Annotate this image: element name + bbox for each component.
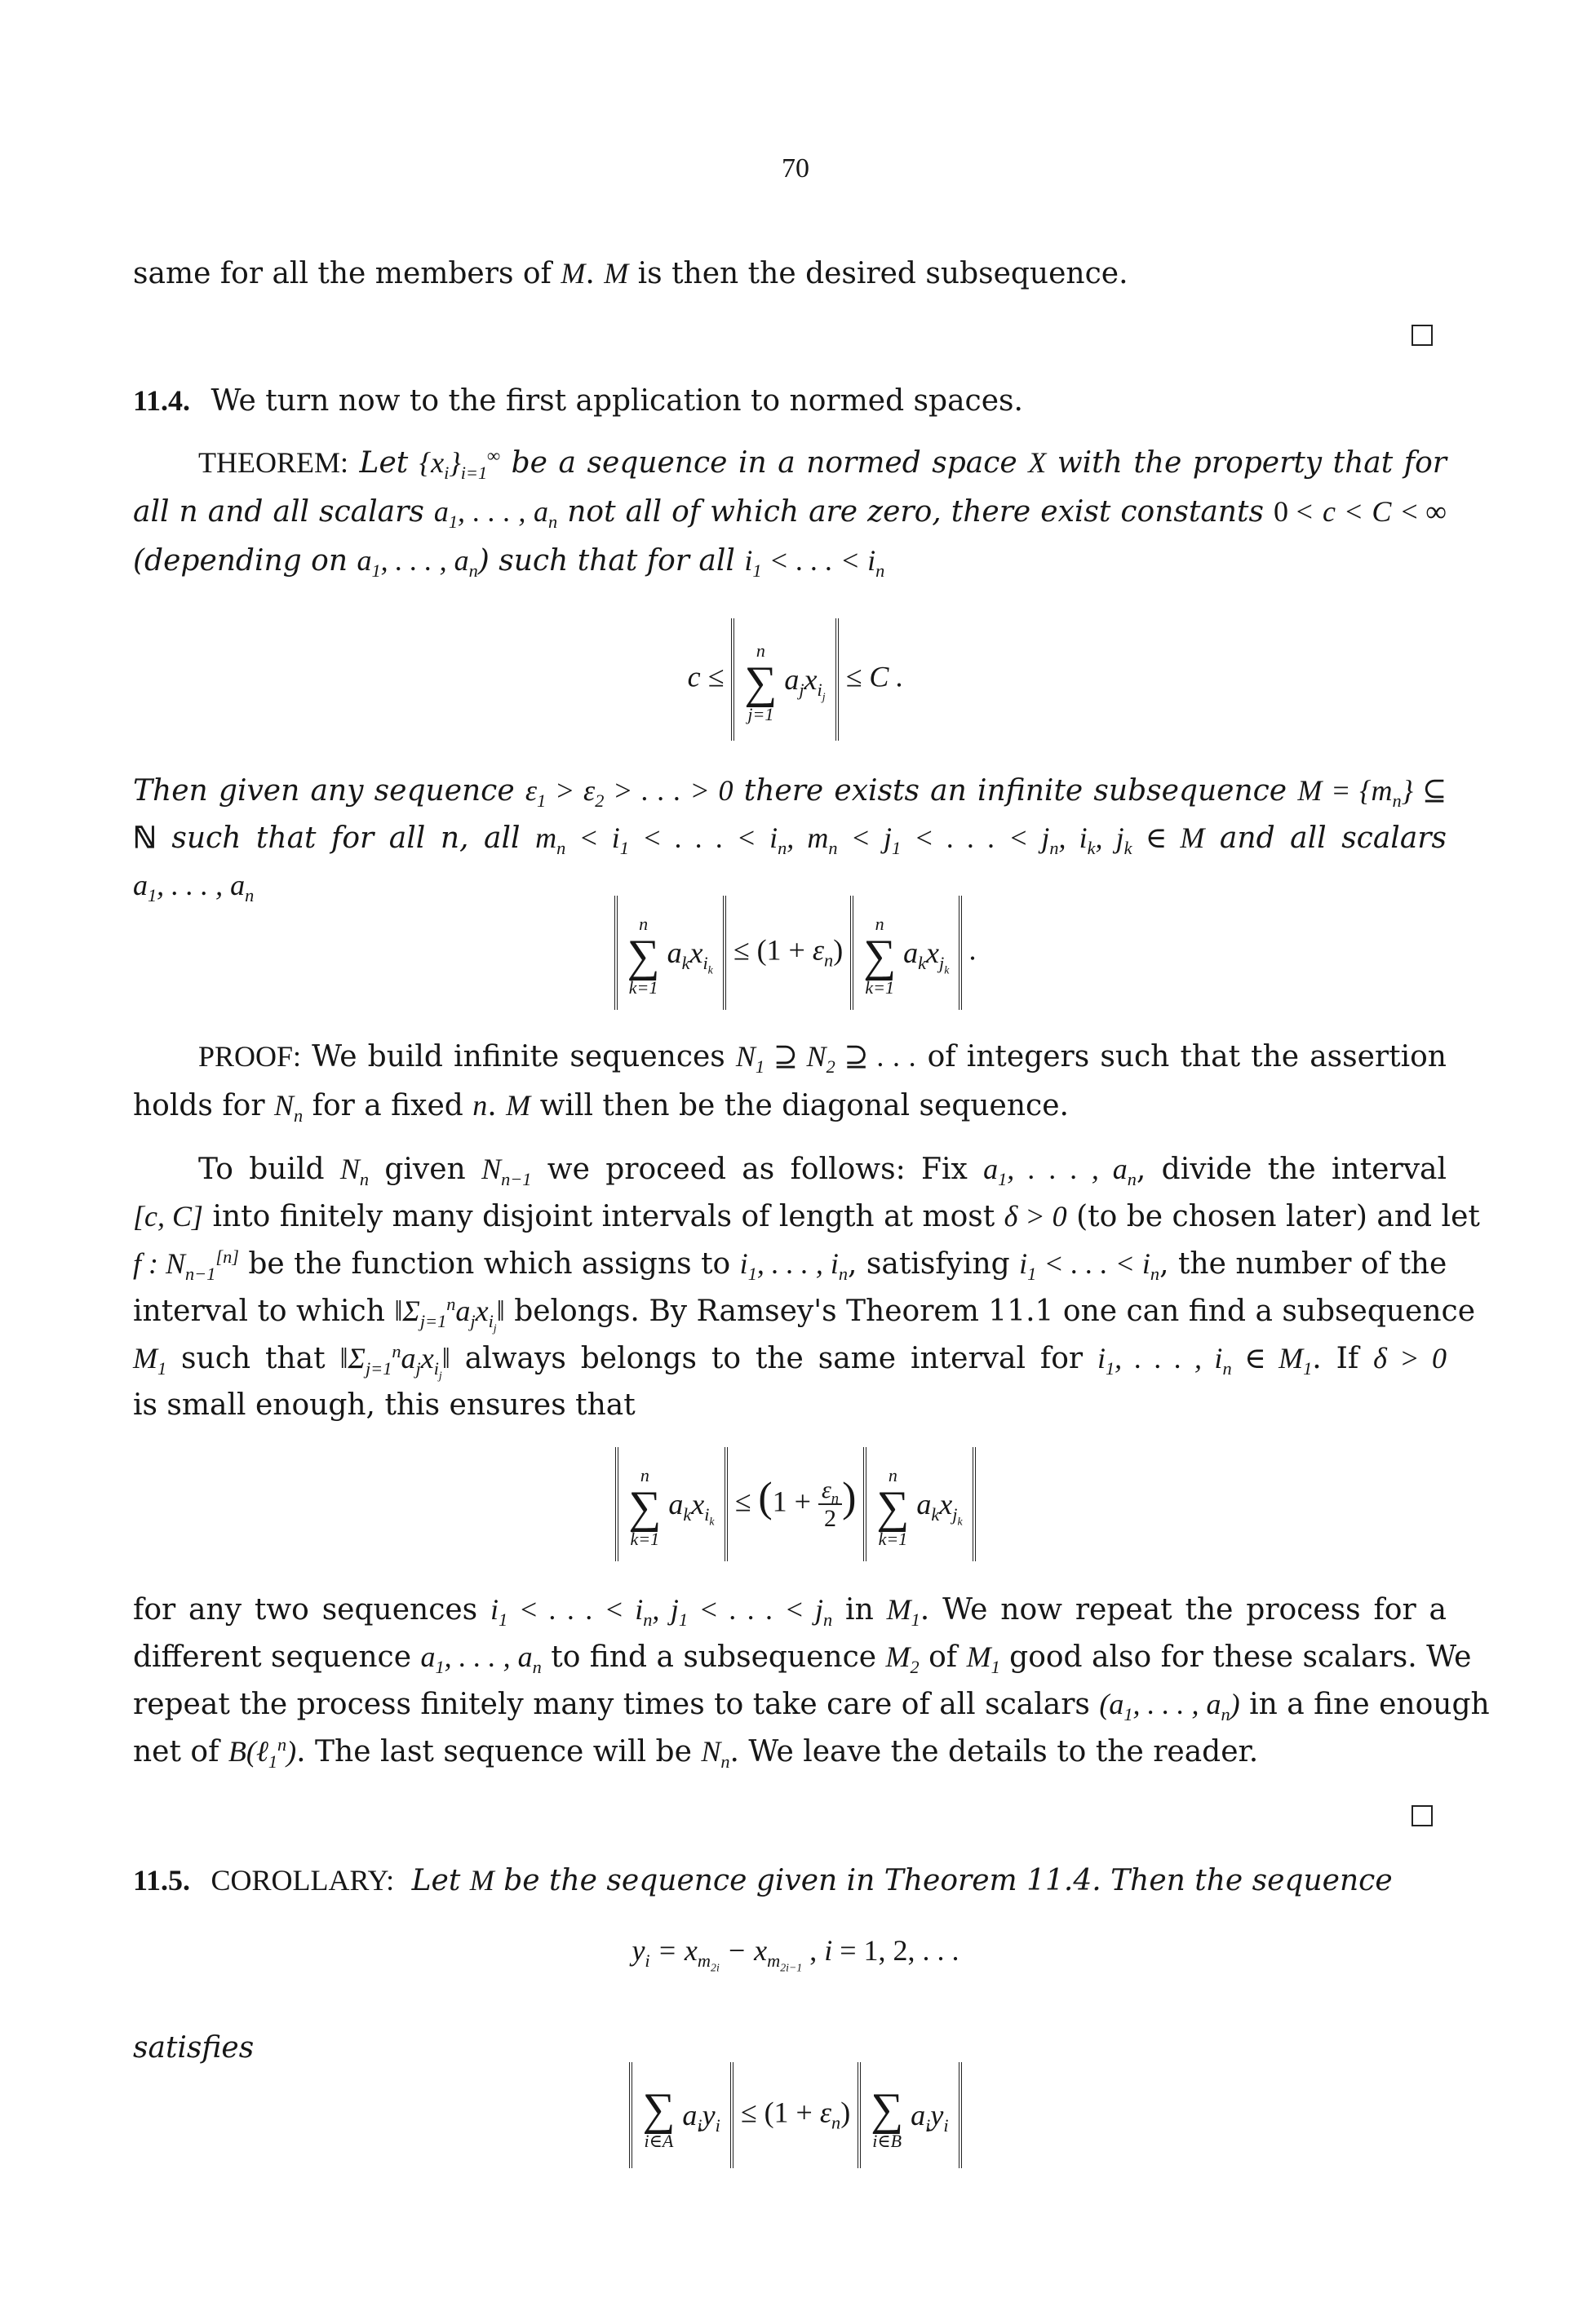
corollary-label: COROLLARY: xyxy=(211,1864,395,1897)
equation-1: c ≤ n ∑ j=1 $a_jx_{i_j} \le C$ . xyxy=(0,618,1591,741)
qed-symbol xyxy=(1412,325,1433,346)
build-line-5: $M_1$ such that $‖\Sigma_{j=1}^na_jx_{i_j}‖$ always belongs to the same interval for $i_1$, . . . , $i_n$ ∈ $M_1$. If δ > 0 xyxy=(133,1341,1447,1382)
after-eq3-line-3: repeat the process finitely many times to take care of all scalars ($a_1$, . . . , $a_n$) in a fine enough xyxy=(133,1688,1490,1725)
section-intro: We turn now to the first application to normed spaces. xyxy=(211,384,1023,418)
continuation-paragraph: same for all the members of M. M is then the desired subsequence. xyxy=(133,257,1128,290)
proof-line-1: PROOF: We build infinite sequences $N_1$ ⊇ $N_2$ ⊇ . . . of integers such that the assertion xyxy=(198,1040,1447,1078)
proof-line-2: holds for $N_n$ for a fixed n. M will then be the diagonal sequence. xyxy=(133,1089,1069,1127)
theorem-line-2: all n and all scalars $a_1$, . . . , $a_n$ not all of which are zero, there exist constants 0 < c < C < ∞ xyxy=(133,495,1447,533)
section-11-4-heading xyxy=(133,377,1447,425)
build-line-1: To build $N_n$ given $N_{n-1}$ we proceed as follows: Fix $a_1$, . . . , $a_n$, divide the interval xyxy=(198,1153,1447,1190)
proof-label: PROOF: xyxy=(198,1040,302,1073)
theorem-line-1: THEOREM: Let $\{x_i\}_{i=1}^\infty$ be a sequence in a normed space X with the property that for xyxy=(198,445,1447,484)
qed-symbol-2 xyxy=(1412,1805,1433,1826)
equation-4: $y_i = x_{m_{2i}} - x_{m_{2i-1}}$ , i = 1, 2, . . . xyxy=(632,1934,959,1974)
satisfies-label: satisfies xyxy=(133,2031,255,2065)
after-eq3-line-1: for any two sequences $i_1$ < . . . < $i_n$, $j_1$ < . . . < $j_n$ in $M_1$. We now repeat the process for a xyxy=(133,1593,1447,1631)
theorem-cont-line-2: ℕ such that for all n, all $m_n < i_1$ < . . . < $i_n$, $m_n < j_1$ < . . . < $j_n$, $i_k$, $j_k$ ∈ M and all scalars xyxy=(133,821,1447,859)
theorem-label: THEOREM: xyxy=(198,446,348,479)
section-number-11-5: 11.5. xyxy=(133,1864,191,1897)
equation-2: n ∑ k=1 $a_kx_{i_k} \le (1 + \varepsilon_n)$ n ∑ k=1 $a_kx_{j_k}$ . xyxy=(0,896,1591,1010)
section-number: 11.4. xyxy=(133,384,191,417)
equation-3: n ∑ k=1 $a_kx_{i_k} \le (1$ + $\frac{\varepsilon_n}{2}$ ) n ∑ k=1 $a_kx_{j_k}$ xyxy=(0,1447,1591,1561)
section-11-5-heading: 11.5. COROLLARY: Let M be the sequence given in Theorem 11.4. Then the sequence xyxy=(133,1864,1393,1897)
after-eq3-line-4: net of B(ℓ$_1^n$). The last sequence will be $N_n$. We leave the details to the reader. xyxy=(133,1734,1259,1773)
theorem-cont-line-1: Then given any sequence $\varepsilon_1 > \varepsilon_2$ > . . . > 0 there exists an infinite subsequence $M = \{m_n\}$ ⊆ xyxy=(133,774,1447,812)
build-text-6: is small enough, this ensures that xyxy=(133,1388,636,1422)
build-line-3: f : $N_{n-1}[n]$ be the function which assigns to $i_1$, . . . , $i_n$, satisfying $i_1$ < . . . < $i_n$, the number of the xyxy=(133,1246,1447,1285)
build-line-4: interval to which $‖\Sigma_{j=1}^na_jx_{i_j}‖$ belongs. By Ramsey's Theorem 11.1 one can find a subsequence xyxy=(133,1294,1476,1335)
after-eq3-line-2: different sequence $a_1$, . . . , $a_n$ to find a subsequence $M_2$ of $M_1$ good also for these scalars. We xyxy=(133,1640,1472,1678)
theorem-line-3: (depending on $a_1$, . . . , $a_n$) such that for all $i_1$ < . . . < $i_n$ xyxy=(133,544,885,582)
theorem-cont-line-3: $a_1$, . . . , $a_n$ xyxy=(133,869,255,906)
build-line-2: [c, C] into finitely many disjoint intervals of length at most δ > 0 (to be chosen later) and let xyxy=(133,1200,1480,1233)
build-line-6 xyxy=(133,1382,1447,1429)
page-number: 70 xyxy=(782,153,809,184)
equation-5: ∑ i∈A $a_iy_i \le (1 + \varepsilon_n)$ ∑ i∈B $a_iy_i$ xyxy=(0,2062,1591,2168)
